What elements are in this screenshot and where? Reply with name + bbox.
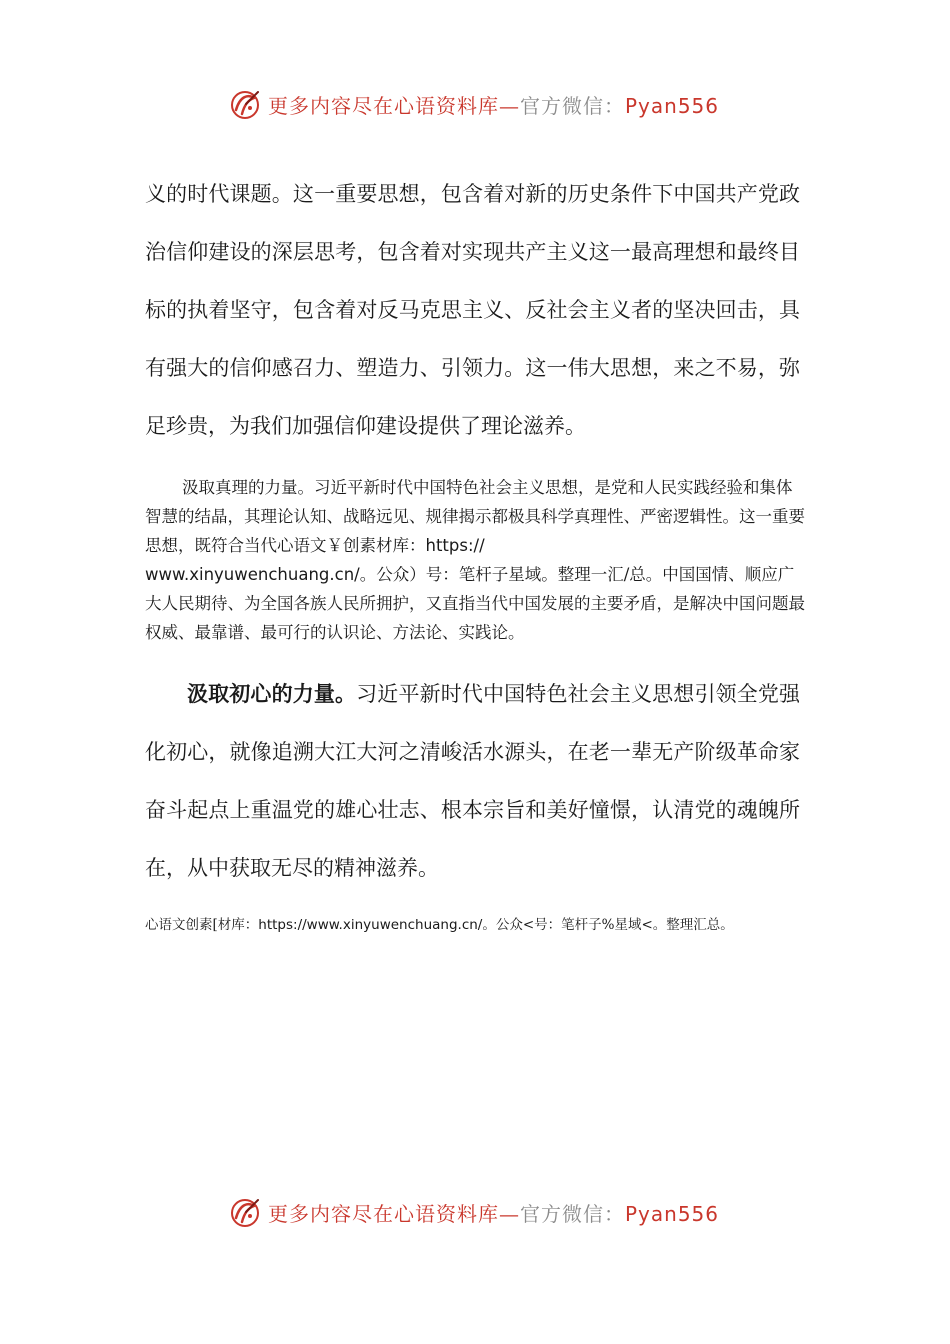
body-paragraph-3 — [145, 665, 800, 897]
note-text-start: 心语文创素[材库： — [145, 917, 259, 933]
url-link-domain[interactable]: www.xinyuwenchuang.cn/ — [145, 565, 360, 584]
signature-logo-icon — [228, 86, 264, 122]
paragraph-lead: 汲取初心的力量。 — [187, 681, 357, 706]
paragraph-text: 义的时代课题。这一重要思想，包含着对新的历史条件下中国共产党政治信仰建设的深层思考，包含着对实现共产主义这一最高理想和最终目标的执着坚守，包含着对反马克思主义、反社会主义者的坚决回击，具有强大的信仰感召力、塑造力、引领力。这一伟大思想，来之不易，弥足珍贵，为我们加强信仰建设提供了理论滋养。 — [145, 182, 800, 438]
paragraph-text: 习近平新时代中国特色社会主义思想引领全党强化初心，就像追溯大江大河之清峻活水源头，在老一辈无产阶级革命家奋斗起点上重温党的雄心壮志、根本宗旨和美好憧憬，认清党的魂魄所在，从中获取无尽的精神滋养。 — [145, 682, 801, 880]
note-url-link[interactable]: https://www.xinyuwenchuang.cn/ — [258, 917, 483, 933]
body-paragraph-2 — [145, 473, 805, 647]
footer-banner — [228, 1192, 748, 1232]
paragraph-text-end: 。公众）号：笔杆子星域。整理一汇/总。中国国情、顺应广大人民期待、为全国各族人民所拥护，又直指当代中国发展的主要矛盾，是解决中国问题最权威、最靠谱、最可行的认识论、方法论、实践论。 — [145, 565, 805, 642]
signature-logo-icon — [228, 1194, 264, 1230]
header-banner — [228, 84, 748, 124]
note-text-end: 。公众<号：笔杆子%星域<。整理汇总。 — [482, 917, 734, 933]
body-paragraph-1 — [145, 165, 800, 455]
banner-text: 更多内容尽在心语资料库—官方微信：Pyan556 — [268, 1201, 720, 1226]
url-link[interactable]: https:// — [425, 536, 485, 555]
source-note — [145, 914, 825, 936]
paragraph-text-start: 汲取真理的力量。习近平新时代中国特色社会主义思想，是党和人民实践经验和集体智慧的结晶，其理论认知、战略远见、规律揭示都极具科学真理性、严密逻辑性。这一重要思想，既符合当代心语文￥创素材库： — [145, 478, 805, 555]
banner-text: 更多内容尽在心语资料库—官方微信：Pyan556 — [268, 93, 720, 118]
